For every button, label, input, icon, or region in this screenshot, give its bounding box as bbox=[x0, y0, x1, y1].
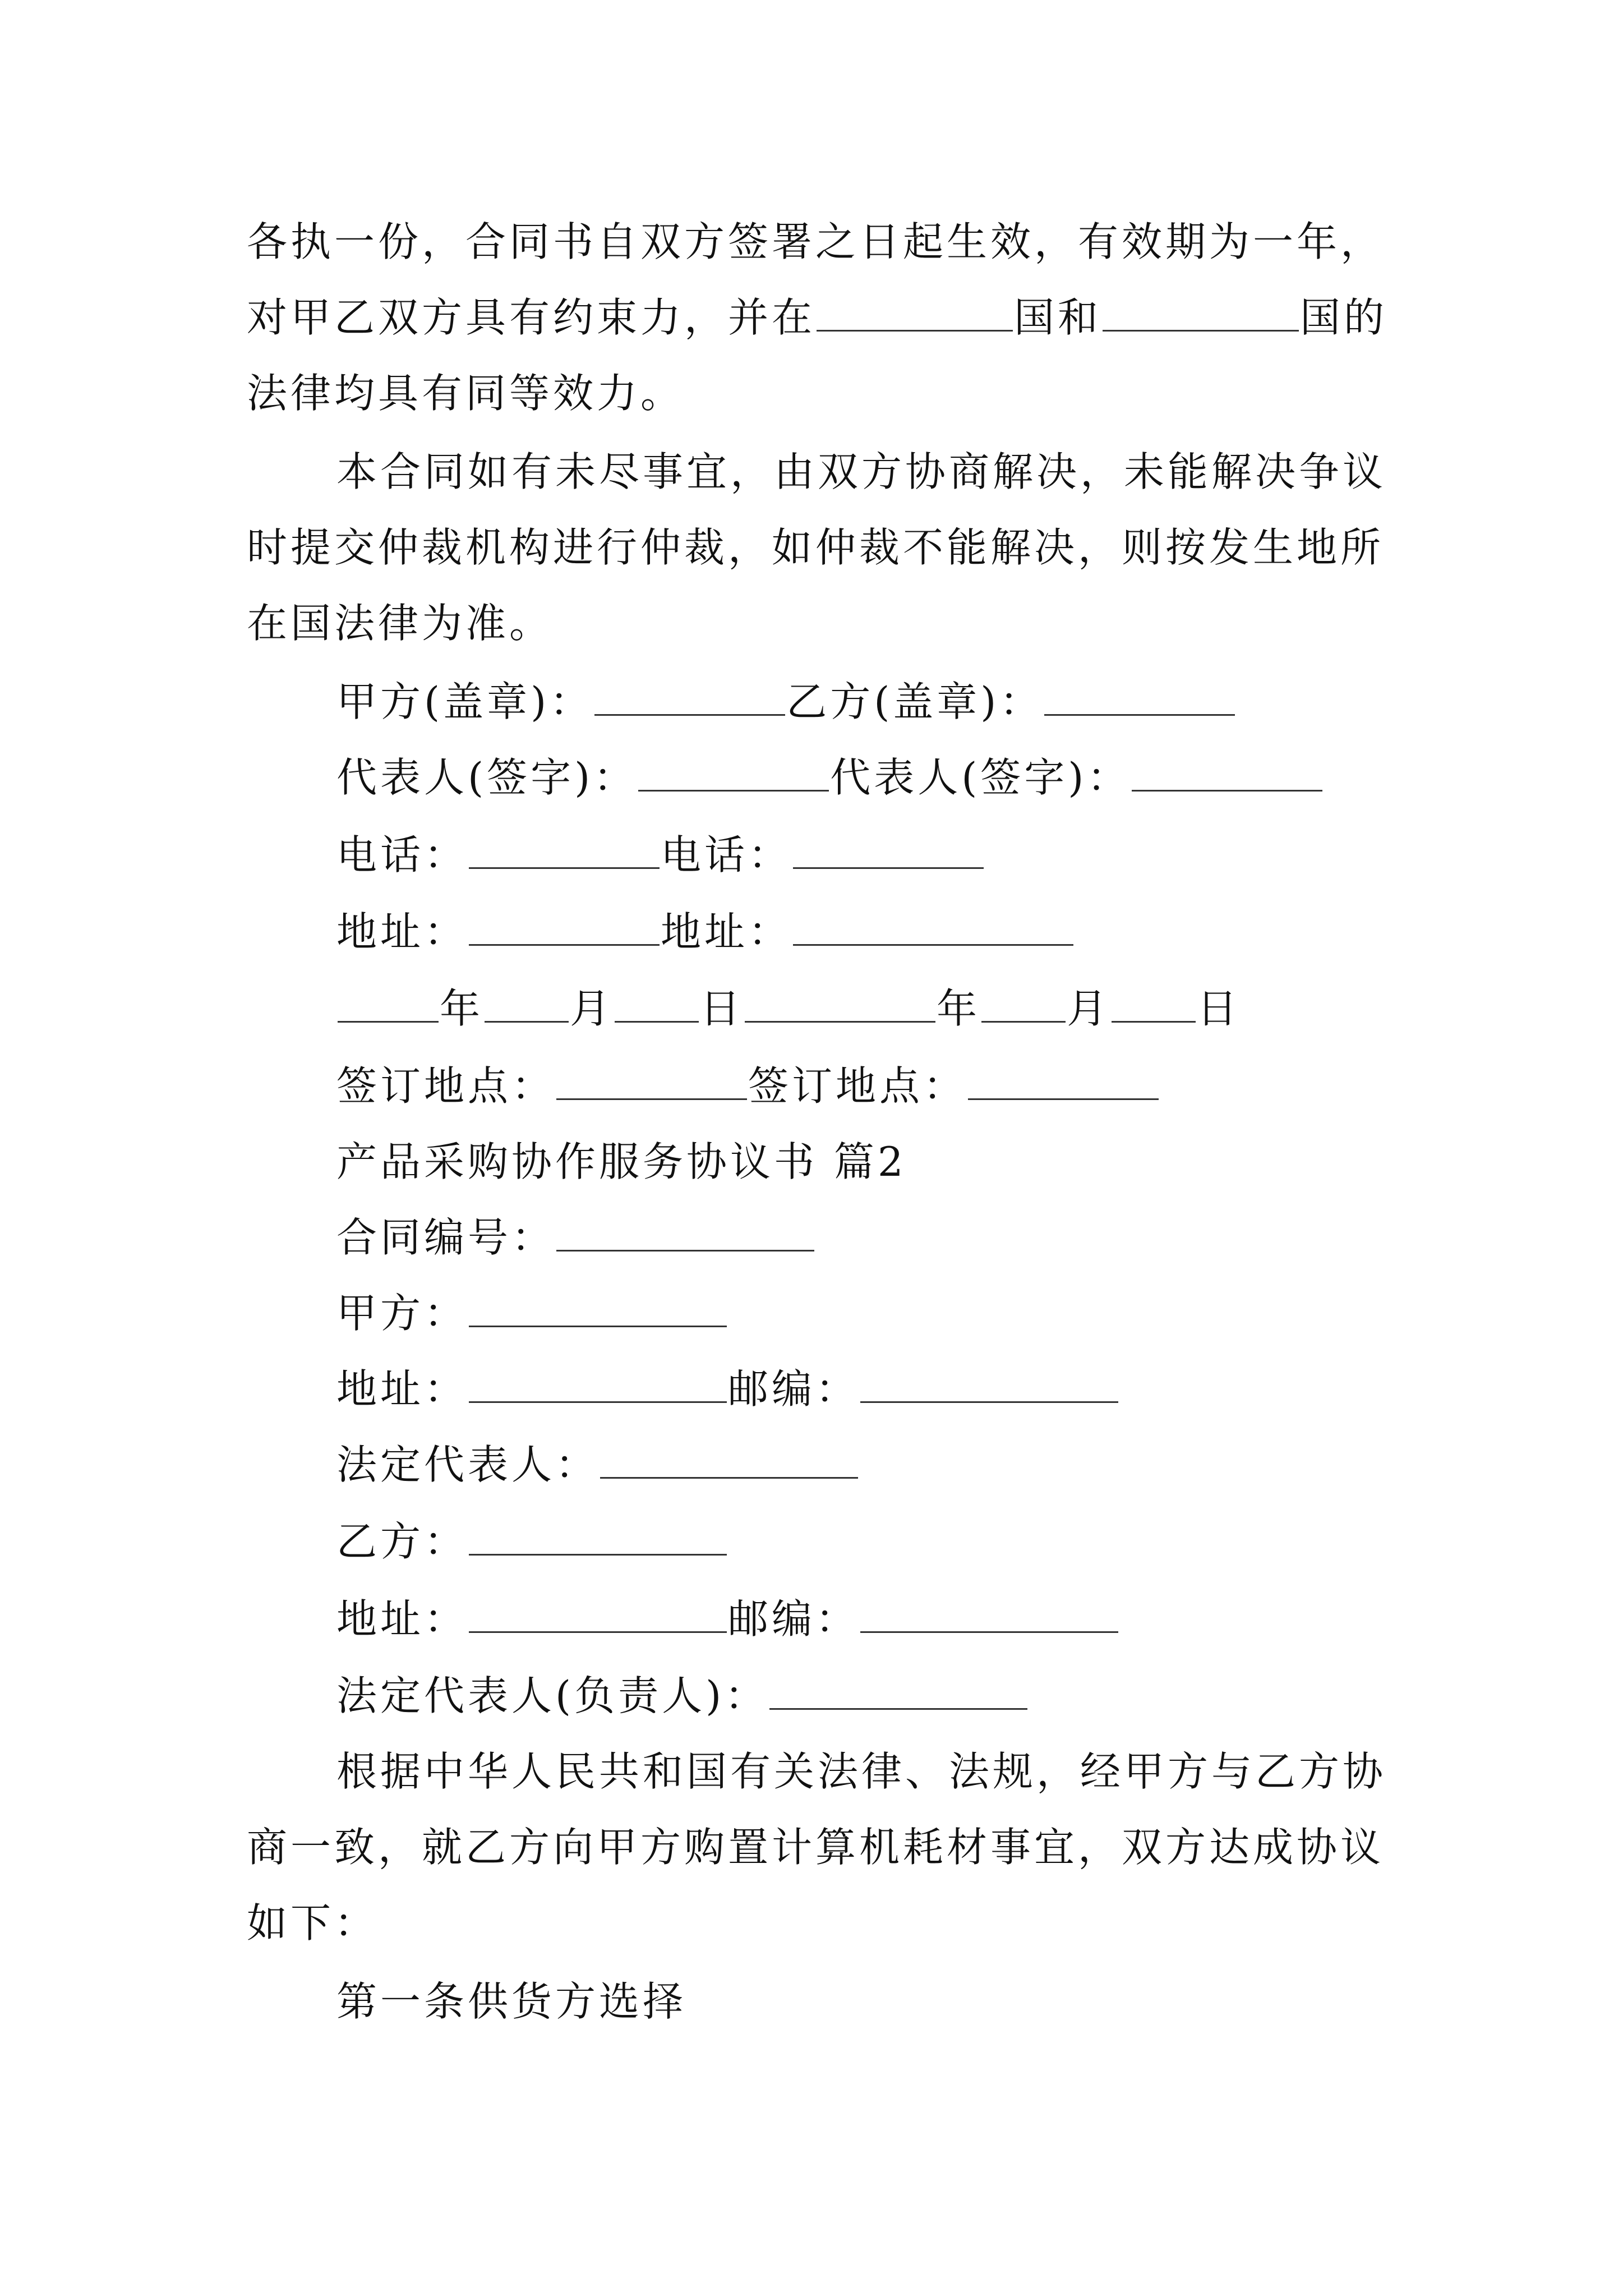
fill-blank[interactable] bbox=[817, 329, 1013, 332]
fill-blank[interactable] bbox=[594, 714, 785, 716]
label: 签订地点： bbox=[336, 1062, 556, 1110]
label: 法定代表人(负责人)： bbox=[336, 1672, 769, 1719]
contract-number-line bbox=[336, 1214, 815, 1261]
fill-blank[interactable] bbox=[793, 867, 984, 869]
label: 年 bbox=[440, 985, 484, 1032]
fill-blank[interactable] bbox=[793, 944, 1073, 946]
paragraph-line bbox=[247, 524, 1385, 571]
fill-blank[interactable] bbox=[968, 1098, 1159, 1100]
label: 月 bbox=[1067, 985, 1111, 1032]
paragraph-line bbox=[336, 1748, 1387, 1795]
label: 法定代表人： bbox=[336, 1441, 600, 1488]
label: 邮编： bbox=[728, 1595, 860, 1642]
label: 乙方(盖章)： bbox=[786, 678, 1044, 725]
label: 地址： bbox=[336, 1365, 468, 1412]
label: 代表人(签字)： bbox=[830, 754, 1131, 801]
label: 年 bbox=[937, 985, 981, 1032]
label: 甲方(盖章)： bbox=[336, 678, 594, 725]
paragraph-line bbox=[247, 370, 685, 417]
paragraph-line bbox=[247, 294, 1388, 341]
fill-blank[interactable] bbox=[556, 1098, 747, 1100]
phone-line bbox=[336, 831, 985, 878]
label: 电话： bbox=[661, 831, 792, 878]
label: 地址： bbox=[661, 908, 792, 955]
representative-line bbox=[336, 754, 1324, 801]
fill-blank[interactable] bbox=[1132, 789, 1322, 792]
label: 代表人(签字)： bbox=[336, 754, 638, 801]
label: 甲方： bbox=[336, 1290, 468, 1337]
date-line bbox=[336, 985, 1241, 1032]
label: 日 bbox=[700, 985, 744, 1032]
fill-blank[interactable] bbox=[1103, 329, 1299, 332]
address-postcode-line bbox=[336, 1595, 1119, 1642]
text: 商一致，就乙方向甲方购置计算机耗材事宜，双方达成协议 bbox=[247, 1824, 1385, 1871]
month-blank[interactable] bbox=[981, 1020, 1066, 1023]
text: 根据中华人民共和国有关法律、法规，经甲方与乙方协 bbox=[336, 1748, 1387, 1795]
section-title bbox=[336, 1138, 907, 1185]
fill-blank[interactable] bbox=[860, 1401, 1118, 1403]
text: 第一条供货方选择 bbox=[336, 1978, 687, 2025]
label: 日 bbox=[1197, 985, 1241, 1032]
label: 电话： bbox=[336, 831, 468, 878]
signing-place-line bbox=[336, 1062, 1160, 1110]
label: 地址： bbox=[336, 1595, 468, 1642]
text: 国的 bbox=[1300, 294, 1388, 341]
text: 对甲乙双方具有约束力，并在 bbox=[247, 294, 816, 341]
label: 合同编号： bbox=[336, 1214, 556, 1261]
fill-blank[interactable] bbox=[469, 1553, 727, 1556]
legal-rep-b-line bbox=[336, 1672, 1029, 1719]
year-blank[interactable] bbox=[745, 1020, 935, 1023]
fill-blank[interactable] bbox=[469, 867, 660, 869]
fill-blank[interactable] bbox=[638, 789, 829, 792]
text: 法律均具有同等效力。 bbox=[247, 370, 685, 417]
fill-blank[interactable] bbox=[769, 1708, 1027, 1710]
fill-blank[interactable] bbox=[469, 1325, 727, 1327]
label: 地址： bbox=[336, 908, 468, 955]
day-blank[interactable] bbox=[1112, 1020, 1196, 1023]
text: 本合同如有未尽事宜，由双方协商解决，未能解决争议 bbox=[336, 448, 1387, 495]
fill-blank[interactable] bbox=[860, 1631, 1118, 1633]
paragraph-line bbox=[336, 448, 1387, 495]
label: 乙方： bbox=[336, 1518, 468, 1565]
legal-rep-line bbox=[336, 1441, 859, 1488]
paragraph-line bbox=[247, 1899, 379, 1947]
party-a-line bbox=[336, 1290, 728, 1337]
paragraph-line bbox=[247, 600, 554, 647]
fill-blank[interactable] bbox=[469, 944, 660, 946]
text: 在国法律为准。 bbox=[247, 600, 554, 647]
paragraph-line bbox=[247, 1824, 1385, 1871]
party-b-line bbox=[336, 1518, 728, 1565]
year-blank[interactable] bbox=[338, 1020, 439, 1023]
text: 产品采购协作服务协议书 篇2 bbox=[336, 1138, 907, 1185]
fill-blank[interactable] bbox=[469, 1631, 727, 1633]
label: 月 bbox=[570, 985, 614, 1032]
text: 国和 bbox=[1014, 294, 1102, 341]
address-postcode-line bbox=[336, 1365, 1119, 1412]
fill-blank[interactable] bbox=[469, 1401, 727, 1403]
text: 时提交仲裁机构进行仲裁，如仲裁不能解决，则按发生地所 bbox=[247, 524, 1385, 571]
label: 邮编： bbox=[728, 1365, 860, 1412]
paragraph-line bbox=[247, 218, 1385, 265]
fill-blank[interactable] bbox=[600, 1476, 858, 1479]
text: 各执一份，合同书自双方签署之日起生效，有效期为一年， bbox=[247, 218, 1385, 265]
label: 签订地点： bbox=[748, 1062, 967, 1110]
fill-blank[interactable] bbox=[556, 1249, 814, 1251]
day-blank[interactable] bbox=[615, 1020, 699, 1023]
seal-line bbox=[336, 678, 1236, 725]
fill-blank[interactable] bbox=[1044, 714, 1235, 716]
address-line bbox=[336, 908, 1075, 955]
article-heading bbox=[336, 1978, 687, 2025]
month-blank[interactable] bbox=[485, 1020, 569, 1023]
text: 如下： bbox=[247, 1899, 379, 1947]
